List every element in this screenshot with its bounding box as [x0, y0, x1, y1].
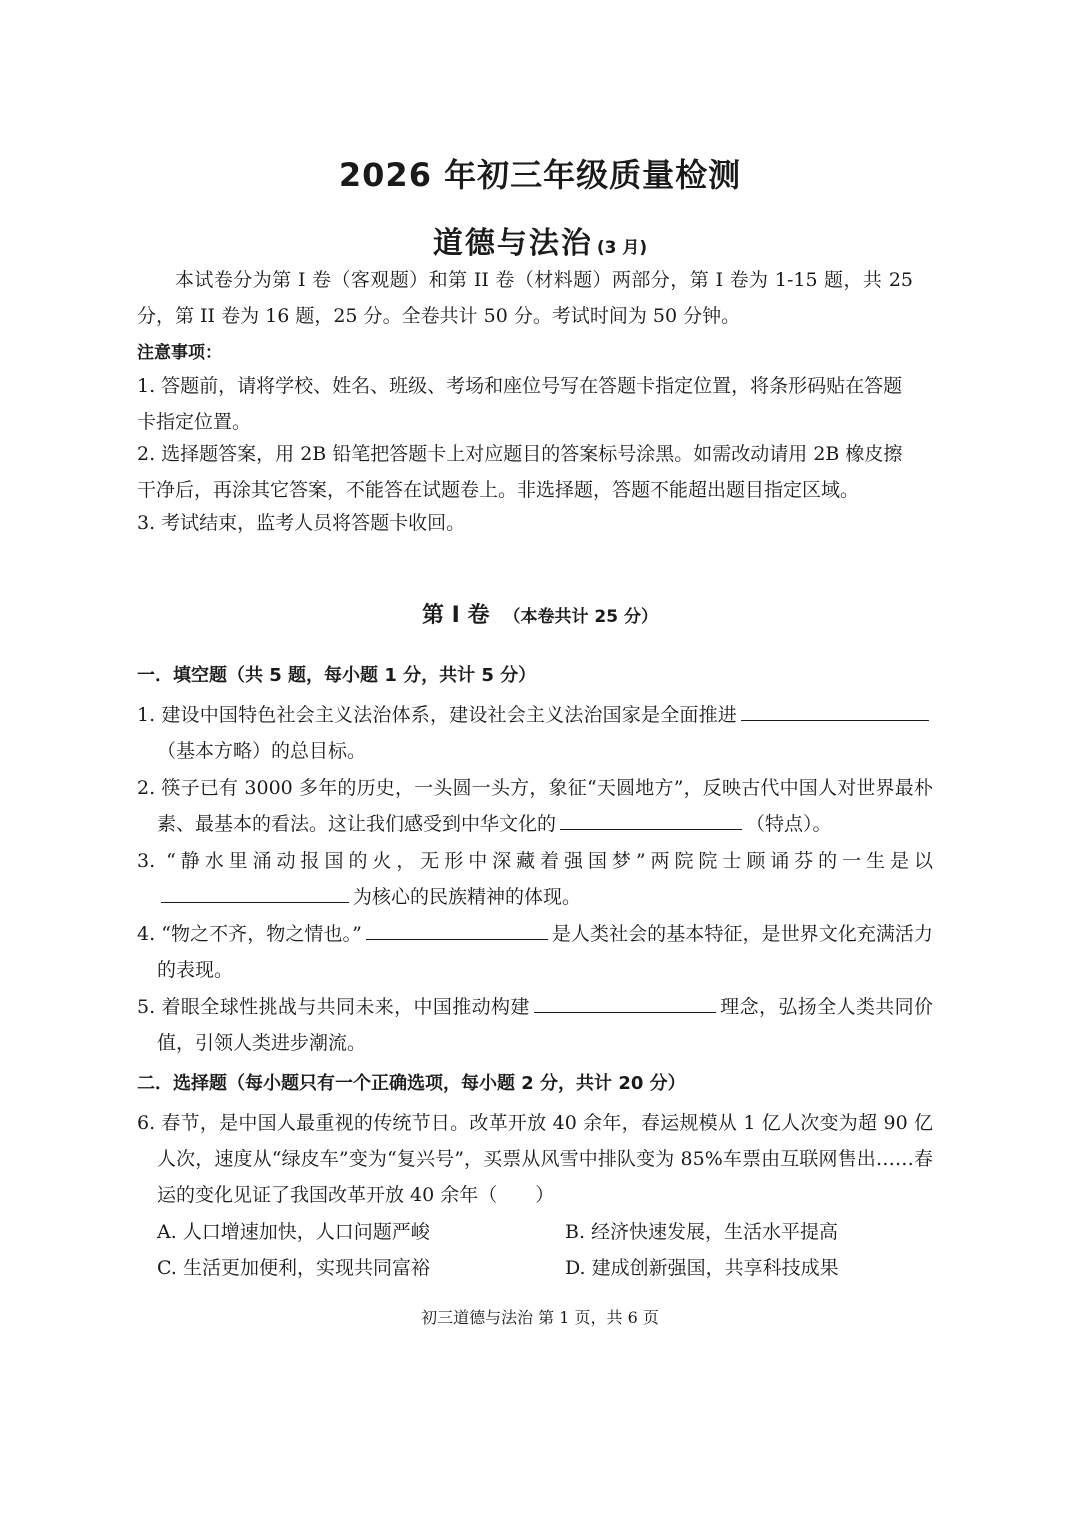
option-d[interactable]: D. 建成创新强国，共享科技成果	[565, 1257, 839, 1279]
notice-heading: 注意事项：	[137, 343, 222, 363]
question-text: 理念，弘扬全人类共同价值，引领人类进步潮流。	[157, 996, 933, 1054]
exam-title: 2026 年初三年级质量检测	[338, 156, 742, 194]
question-text: 2. 筷子已有 3000 多年的历史，一头圆一头方，象征“天圆地方”，反映古代中国人对世界最朴素、最基本的看法。这让我们感受到中华文化的	[137, 777, 933, 835]
question-5	[137, 989, 933, 1061]
exam-intro: 本试卷分为第 I 卷（客观题）和第 II 卷（材料题）两部分，第 I 卷为 1-15 题，共 25 分，第 II 卷为 16 题，25 分。全卷共计 50 分。考试时间为 50 分钟。	[137, 269, 913, 327]
question-text: 4. “物之不齐，物之情也。”	[137, 923, 362, 945]
question-3	[137, 843, 933, 915]
notice-item-3: 3. 考试结束，监考人员将答题卡收回。	[137, 512, 466, 534]
question-2	[137, 770, 933, 842]
question-1	[137, 697, 933, 769]
answer-blank[interactable]	[534, 990, 716, 1013]
answer-blank[interactable]	[161, 880, 349, 903]
notice-item-2: 2. 选择题答案，用 2B 铅笔把答题卡上对应题目的答案标号涂黑。如需改动请用 2B 橡皮擦干净后，再涂其它答案，不能答在试题卷上。非选择题，答题不能超出题目指定区域。	[137, 443, 903, 501]
volume-heading	[0, 598, 1080, 629]
page-footer: 初三道德与法治 第 1 页，共 6 页	[421, 1308, 659, 1327]
volume-score: （本卷共计 25 分）	[503, 607, 658, 627]
question-text: 为核心的民族精神的体现。	[353, 886, 582, 908]
answer-blank[interactable]	[560, 807, 742, 830]
notice-item-1: 1. 答题前，请将学校、姓名、班级、考场和座位号写在答题卡指定位置，将条形码贴在答题卡指定位置。	[137, 375, 903, 433]
subject-name: 道德与法治	[432, 226, 593, 261]
option-a[interactable]: A. 人口增速加快，人口问题严峻	[157, 1221, 430, 1243]
question-text: 3. “静水里涌动报国的火，无形中深藏着强国梦”两院院士顾诵芬的一生是以	[137, 850, 933, 872]
section-heading-fill-blank: 一．填空题（共 5 题，每小题 1 分，共计 5 分）	[137, 665, 537, 686]
question-6: 6. 春节，是中国人最重视的传统节日。改革开放 40 余年，春运规模从 1 亿人次变为超 90 亿人次，速度从“绿皮车”变为“复兴号”，买票从风雪中排队变为 85%车票由互联网售出……春运的变化见证了我国改革开放 40 余年（ ）	[137, 1112, 933, 1206]
option-c[interactable]: C. 生活更加便利，实现共同富裕	[157, 1257, 430, 1279]
question-text: 5. 着眼全球性挑战与共同未来，中国推动构建	[137, 996, 530, 1018]
subject-title	[0, 218, 1080, 262]
volume-title: 第 I 卷	[421, 603, 490, 628]
answer-blank[interactable]	[741, 698, 929, 721]
question-text: 是人类社会的基本特征，是世界文化充满活力的表现。	[157, 923, 933, 981]
question-text: 1. 建设中国特色社会主义法治体系，建设社会主义法治国家是全面推进	[137, 704, 737, 726]
question-4	[137, 916, 933, 988]
section-heading-multiple-choice: 二．选择题（每小题只有一个正确选项，每小题 2 分，共计 20 分）	[137, 1073, 686, 1094]
question-text: （特点）。	[746, 813, 832, 835]
question-text: （基本方略）的总目标。	[157, 740, 367, 762]
exam-month: (3 月)	[596, 238, 648, 258]
option-b[interactable]: B. 经济快速发展，生活水平提高	[565, 1221, 839, 1243]
answer-blank[interactable]	[366, 917, 548, 940]
